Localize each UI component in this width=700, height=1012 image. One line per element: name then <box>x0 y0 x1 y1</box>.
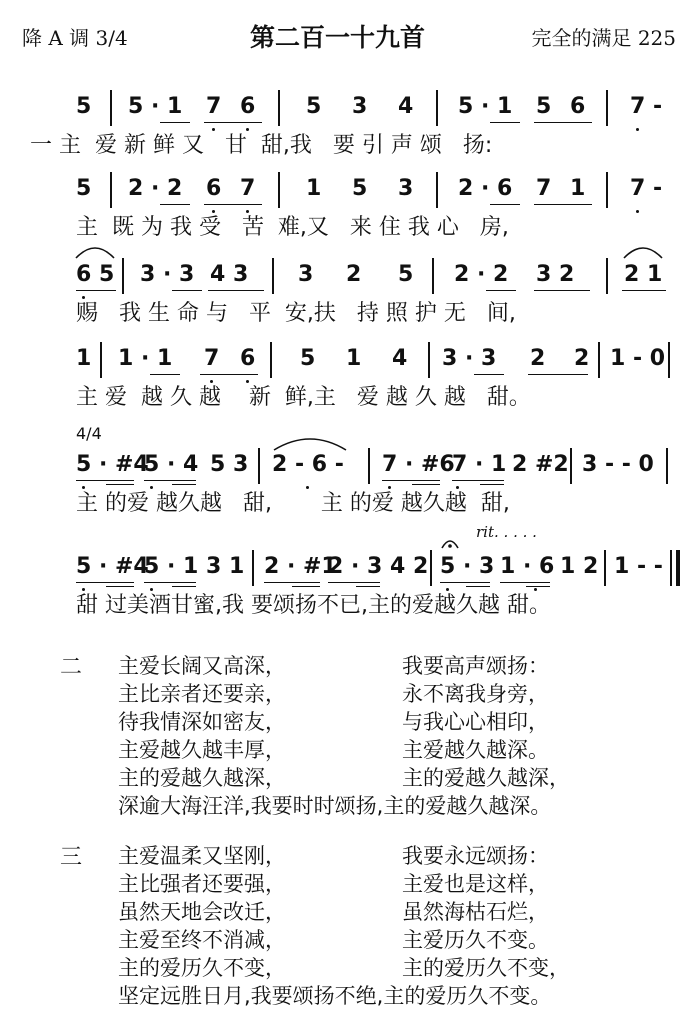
note: 5 <box>398 262 414 287</box>
underline <box>204 204 262 205</box>
verse-number: 二 <box>60 655 83 680</box>
underline <box>76 480 134 481</box>
bar-line <box>428 342 430 378</box>
verse-line: 主爱也是这样， <box>402 872 549 896</box>
note: 7 - <box>630 94 663 119</box>
note: 6 5 <box>76 262 115 287</box>
bar-line <box>368 448 370 484</box>
underline <box>526 586 550 587</box>
bar-line <box>270 342 272 378</box>
bar-line <box>252 550 254 586</box>
notes-row <box>0 550 700 584</box>
lyrics-text: 主 既 为 我 受 苦 难,又 来 住 我 心 房, <box>76 215 509 240</box>
note: 4 2 <box>390 554 429 579</box>
verse-line: 主的爱历久不变， <box>118 956 286 980</box>
underline <box>466 586 490 587</box>
note: 5 · #4 <box>76 452 149 477</box>
verse-line: 永不离我身旁， <box>402 682 549 706</box>
underline <box>382 480 440 481</box>
underline <box>356 586 380 587</box>
note: 7 · #6 <box>382 452 455 477</box>
note: 5 · 3 <box>440 554 495 579</box>
note: 2 <box>574 346 590 371</box>
underline <box>490 204 520 205</box>
lyrics-row <box>0 210 700 240</box>
underline <box>474 374 504 375</box>
time-signature-change: 4/4 <box>76 424 102 443</box>
underline <box>150 374 180 375</box>
underline <box>76 290 116 291</box>
lyrics-text: 主 爱 越 久 越 新 鲜,主 爱 越 久 越 甜。 <box>76 385 531 410</box>
lyrics-row <box>0 486 700 516</box>
note: 5 · 1 <box>458 94 513 119</box>
verse-line: 主爱越久越深。 <box>402 738 549 762</box>
verse-number: 三 <box>60 845 83 870</box>
verse-line: 我要高声颂扬： <box>402 654 549 678</box>
note: 5 · 1 <box>144 554 199 579</box>
ritardando-mark: rit. . . . . <box>476 523 537 541</box>
hymn-subtitle: 完全的满足 225 <box>531 26 676 50</box>
underline <box>160 204 190 205</box>
underline <box>172 290 202 291</box>
note: 7 · 1 <box>452 452 507 477</box>
underline <box>500 582 550 583</box>
lyrics-row <box>0 380 700 410</box>
verse-line: 主的爱越久越深， <box>402 766 570 790</box>
note: 5 · 1 <box>128 94 183 119</box>
bar-line <box>606 258 608 294</box>
note: 5 <box>536 94 552 119</box>
note: 6 <box>240 346 256 371</box>
notes-row <box>0 258 700 292</box>
bar-line <box>606 172 608 208</box>
verse-line: 虽然天地会改迁， <box>118 900 286 924</box>
underline <box>200 374 258 375</box>
underline <box>76 582 134 583</box>
verse-line: 主比亲者还要亲， <box>118 682 286 706</box>
underline <box>144 480 196 481</box>
notes-row <box>0 172 700 206</box>
note: 7 <box>240 176 256 201</box>
notes-row <box>0 90 700 124</box>
fermata <box>440 536 460 550</box>
lyrics-row <box>0 588 700 618</box>
note: 4 3 <box>210 262 249 287</box>
verse-line: 主的爱越久越深， <box>118 766 286 790</box>
underline <box>264 582 320 583</box>
bar-line <box>666 448 668 484</box>
bar-line <box>436 90 438 126</box>
notes-row <box>0 448 700 482</box>
notes-row <box>0 342 700 376</box>
note: 1 - - <box>614 554 663 579</box>
underline <box>106 586 134 587</box>
lyrics-text: 甜 过美酒甘蜜,我 要颂扬不已,主的爱越久越 甜。 <box>76 593 551 618</box>
note: 2 #2 <box>512 452 569 477</box>
underline <box>534 122 592 123</box>
note: 2 · #1 <box>264 554 337 579</box>
underline <box>106 484 134 485</box>
verse-line: 主的爱历久不变， <box>402 956 570 980</box>
bar-line <box>668 342 670 378</box>
note: 4 <box>398 94 414 119</box>
note: 3 <box>352 94 368 119</box>
underline <box>480 484 504 485</box>
bar-line <box>110 90 112 126</box>
lyrics-text: 主 的爱 越久越 甜, 主 的爱 越久越 甜, <box>76 491 510 516</box>
note: 3 - - 0 <box>582 452 654 477</box>
bar-line <box>670 550 672 586</box>
bar-line <box>100 342 102 378</box>
note: 3 1 <box>206 554 245 579</box>
bar-line <box>278 172 280 208</box>
hymn-title: 第二百一十九首 <box>250 23 426 52</box>
verse-line: 坚定远胜日月,我要颂扬不绝,主的爱历久不变。 <box>118 984 552 1008</box>
underline <box>486 290 516 291</box>
note: 2 - 6 - <box>272 452 344 477</box>
underline <box>144 582 196 583</box>
bar-line <box>570 448 572 484</box>
verse-line: 与我心心相印， <box>402 710 549 734</box>
bar-line <box>598 342 600 378</box>
note: 2 · 2 <box>454 262 509 287</box>
note: 1 <box>306 176 322 201</box>
note: 5 <box>306 94 322 119</box>
note: 2 · 6 <box>458 176 513 201</box>
note: 1 · 6 <box>500 554 555 579</box>
verse-line: 深逾大海汪洋,我要时时颂扬,主的爱越久越深。 <box>118 794 552 818</box>
note: 3 <box>298 262 314 287</box>
note: 5 <box>352 176 368 201</box>
note: 1 · 1 <box>118 346 173 371</box>
note: 4 <box>392 346 408 371</box>
underline <box>204 122 262 123</box>
verse-line: 待我情深如密友， <box>118 710 286 734</box>
note: 5 <box>76 94 92 119</box>
note: 3 · 3 <box>442 346 497 371</box>
note: 6 <box>570 94 586 119</box>
note: 3 2 <box>536 262 575 287</box>
verse-line: 主爱温柔又坚刚， <box>118 844 286 868</box>
verse-line: 虽然海枯石烂， <box>402 900 549 924</box>
key-signature: 降 A 调 3/4 <box>22 26 128 50</box>
bar-line <box>122 258 124 294</box>
note: 1 <box>76 346 92 371</box>
underline <box>328 582 380 583</box>
underline <box>622 290 666 291</box>
bar-line <box>436 172 438 208</box>
verse-line: 主爱至终不消减， <box>118 928 286 952</box>
underline <box>172 586 196 587</box>
verse-line: 主爱长阔又高深， <box>118 654 286 678</box>
bar-line <box>272 258 274 294</box>
lyrics-row <box>0 128 700 158</box>
note: 6 <box>206 176 222 201</box>
note: 2 1 <box>624 262 663 287</box>
note: 1 <box>570 176 586 201</box>
lyrics-text: 一 主 爱 新 鲜 又 甘 甜,我 要 引 声 颂 扬: <box>30 133 493 158</box>
note: 5 <box>300 346 316 371</box>
underline <box>292 586 320 587</box>
note: 3 · 3 <box>140 262 195 287</box>
note: 7 <box>536 176 552 201</box>
lyrics-text: 赐 我 生 命 与 平 安,扶 持 照 护 无 间, <box>76 301 516 326</box>
note: 3 <box>398 176 414 201</box>
underline <box>534 204 592 205</box>
note: 5 <box>76 176 92 201</box>
note: 5 · 4 <box>144 452 199 477</box>
note: 1 <box>346 346 362 371</box>
note: 2 · 3 <box>328 554 383 579</box>
lyrics-row <box>0 296 700 326</box>
underline <box>452 480 504 481</box>
bar-line <box>430 550 432 586</box>
bar-line <box>606 90 608 126</box>
note: 2 <box>530 346 546 371</box>
note: 1 - 0 <box>610 346 666 371</box>
note: 5 3 <box>210 452 249 477</box>
bar-line <box>278 90 280 126</box>
bar-line <box>110 172 112 208</box>
underline <box>208 290 264 291</box>
note: 5 · #4 <box>76 554 149 579</box>
bar-line <box>432 258 434 294</box>
verse-line: 主爱越久越丰厚， <box>118 738 286 762</box>
note: 7 - <box>630 176 663 201</box>
note: 2 · 2 <box>128 176 183 201</box>
underline <box>528 374 588 375</box>
bar-line <box>258 448 260 484</box>
underline <box>412 484 440 485</box>
note: 1 2 <box>560 554 599 579</box>
underline <box>440 582 490 583</box>
verse-line: 我要永远颂扬： <box>402 844 549 868</box>
underline <box>534 290 590 291</box>
underline <box>490 122 520 123</box>
underline <box>172 484 196 485</box>
final-bar-line <box>676 550 680 586</box>
note: 7 <box>206 94 222 119</box>
underline <box>160 122 190 123</box>
note: 6 <box>240 94 256 119</box>
note: 2 <box>346 262 362 287</box>
verse-line: 主比强者还要强， <box>118 872 286 896</box>
note: 7 <box>204 346 220 371</box>
verse-line: 主爱历久不变。 <box>402 928 549 952</box>
header <box>0 0 700 60</box>
bar-line <box>604 550 606 586</box>
